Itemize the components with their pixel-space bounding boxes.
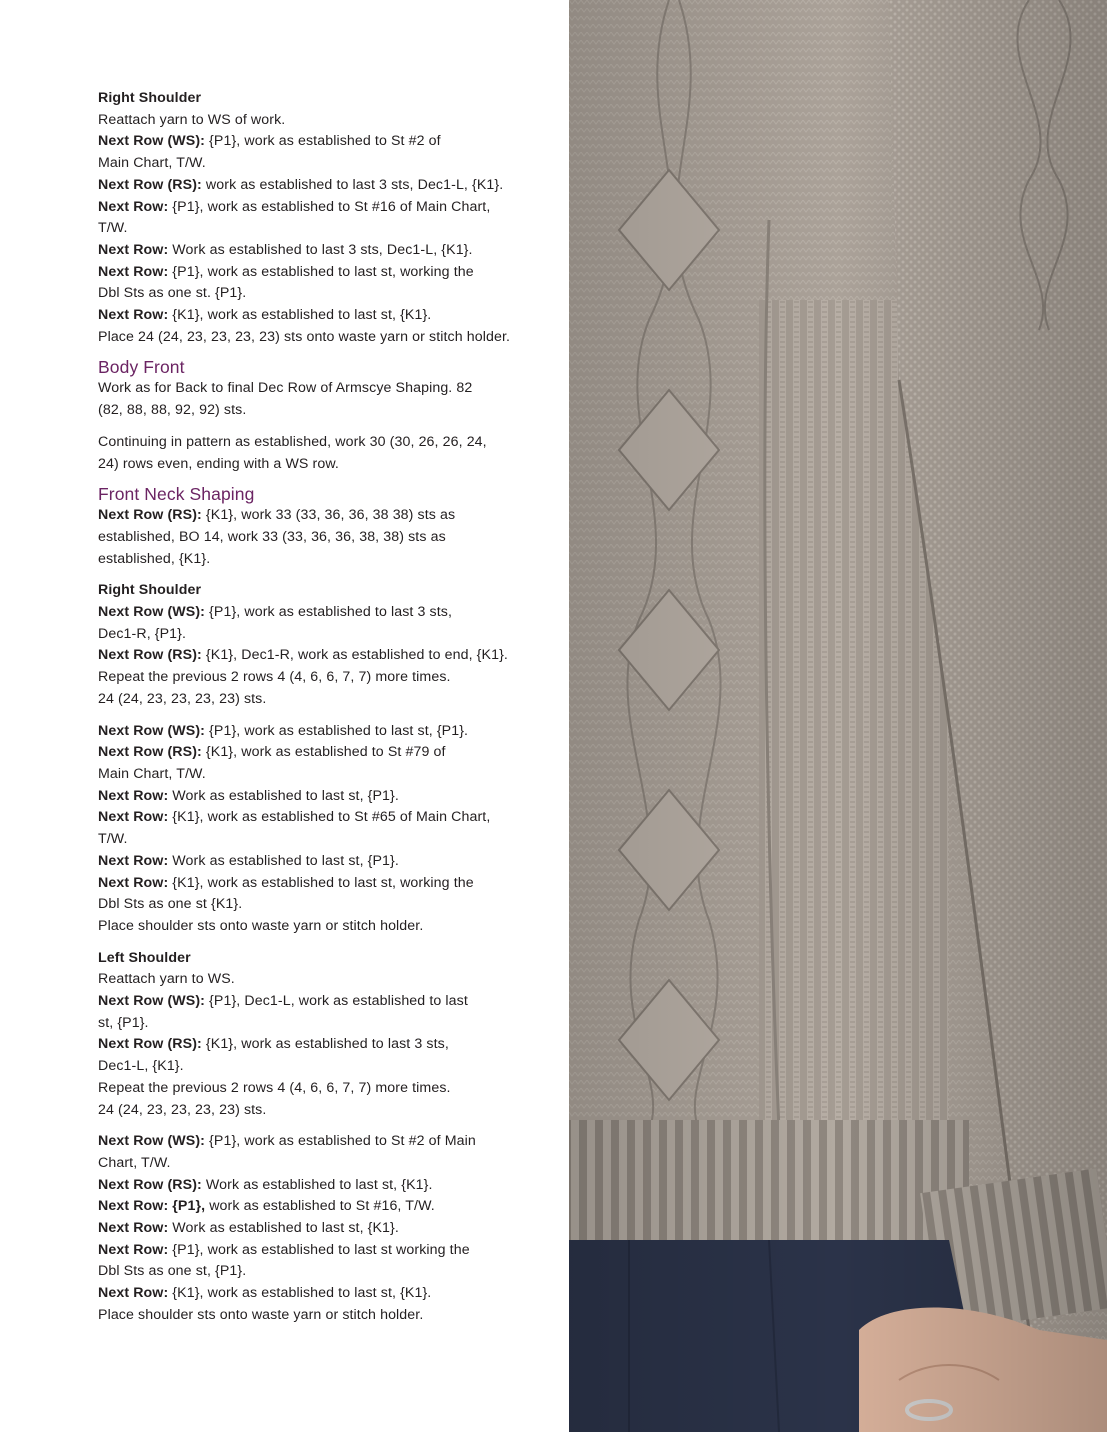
row-text: Place shoulder sts onto waste yarn or stitch holder. [98, 917, 424, 934]
row-text: {P1}, work as established to St #2 of [205, 133, 441, 150]
instruction-line [98, 240, 548, 262]
row-label: Next Row: [98, 198, 169, 215]
row-text: Work as established to last st, {P1}. [168, 852, 399, 869]
instruction-line [98, 1196, 548, 1218]
section-title: Front Neck Shaping [98, 484, 255, 505]
instruction-line [98, 327, 548, 349]
instruction-line [98, 645, 548, 667]
row-text: Reattach yarn to WS. [98, 971, 235, 988]
row-text: st, {P1}. [98, 1014, 149, 1031]
paragraph [98, 378, 548, 421]
right-shoulder-section [98, 88, 548, 348]
row-text: {P1}, Dec1-L, work as established to last [205, 993, 468, 1010]
row-text: {P1}, work as established to last st, working the [168, 263, 474, 280]
row-label: Next Row: {P1}, [98, 1198, 206, 1215]
instruction-line [98, 218, 548, 240]
row-text: Main Chart, T/W. [98, 155, 206, 172]
instruction-line [98, 916, 548, 938]
row-label: Next Row: [98, 787, 169, 804]
row-label: Next Row (RS): [98, 647, 202, 664]
paragraph [98, 432, 548, 475]
instruction-line [98, 829, 548, 851]
instruction-line [98, 1034, 548, 1056]
section-heading: Left Shoulder [98, 949, 191, 966]
section-heading: Right Shoulder [98, 582, 202, 599]
row-text: work as established to last 3 sts, Dec1-L, {K1}. [201, 176, 504, 193]
row-label: Next Row: [98, 263, 169, 280]
row-label: Next Row: [98, 1285, 169, 1302]
instruction-line [98, 1175, 548, 1197]
instruction-line [98, 505, 548, 527]
left-shoulder-section [98, 948, 548, 1327]
row-text: Dbl Sts as one st. {P1}. [98, 285, 247, 302]
row-text: established, BO 14, work 33 (33, 36, 36, 38, 38) sts as [98, 528, 446, 545]
row-text: {K1}, work as established to last st, {K1}. [168, 1285, 432, 1302]
row-text: Work as established to last st, {K1}. [168, 1220, 399, 1237]
text-line: (82, 88, 88, 92, 92) sts. [98, 402, 247, 419]
row-text: Place 24 (24, 23, 23, 23, 23) sts onto waste yarn or stitch holder. [98, 328, 511, 345]
right-shoulder-section-2 [98, 580, 548, 937]
row-text: Work as established to last st, {K1}. [201, 1176, 433, 1193]
row-text: Chart, T/W. [98, 1154, 171, 1171]
text-line: Continuing in pattern as established, work 30 (30, 26, 26, 24, [98, 433, 487, 450]
row-label: Next Row: [98, 241, 169, 258]
instruction-line [98, 764, 548, 786]
instruction-line [98, 969, 548, 991]
row-label: Next Row: [98, 1241, 169, 1258]
row-text: Dbl Sts as one st, {P1}. [98, 1263, 247, 1280]
row-label: Next Row (WS): [98, 1133, 206, 1150]
knitted-sweater-photo [569, 0, 1107, 1432]
row-text: {K1}, Dec1-R, work as established to end, {K1}. [201, 647, 508, 664]
row-label: Next Row (RS): [98, 507, 202, 524]
row-text: Main Chart, T/W. [98, 765, 206, 782]
row-label: Next Row (RS): [98, 1176, 202, 1193]
row-label: Next Row: [98, 852, 169, 869]
instruction-line [98, 1013, 548, 1035]
instruction-block [98, 1131, 548, 1326]
instruction-line [98, 807, 548, 829]
row-text: {P1}, work as established to last 3 sts, [205, 604, 453, 621]
instruction-line [98, 1305, 548, 1327]
instruction-line [98, 131, 548, 153]
instruction-line [98, 175, 548, 197]
text-line: Work as for Back to final Dec Row of Armscye Shaping. 82 [98, 380, 473, 397]
section-title: Body Front [98, 357, 185, 378]
row-text: {P1}, work as established to last st working the [168, 1241, 470, 1258]
instruction-line [98, 602, 548, 624]
row-label: Next Row (WS): [98, 722, 206, 739]
front-neck-shaping-section [98, 483, 548, 570]
instruction-line [98, 262, 548, 284]
instruction-line [98, 851, 548, 873]
row-label: Next Row: [98, 809, 169, 826]
instruction-line [98, 1056, 548, 1078]
instruction-line [98, 742, 548, 764]
row-text: {K1}, work as established to St #65 of Main Chart, [168, 809, 491, 826]
row-label: Next Row: [98, 307, 169, 324]
instruction-line [98, 1153, 548, 1175]
row-label: Next Row: [98, 1220, 169, 1237]
sweater-illustration [569, 0, 1107, 1432]
instruction-line [98, 1283, 548, 1305]
row-label: Next Row (RS): [98, 744, 202, 761]
row-text: Dec1-R, {P1}. [98, 625, 187, 642]
row-text: T/W. [98, 220, 128, 237]
row-label: Next Row (WS): [98, 133, 206, 150]
row-text: Place shoulder sts onto waste yarn or stitch holder. [98, 1306, 424, 1323]
instruction-block [98, 602, 548, 711]
row-label: Next Row (RS): [98, 176, 202, 193]
instruction-block [98, 721, 548, 938]
instruction-line [98, 549, 548, 571]
instruction-line [98, 873, 548, 895]
row-text: Dec1-L, {K1}. [98, 1058, 184, 1075]
instruction-line [98, 1078, 548, 1100]
instruction-line [98, 283, 548, 305]
instruction-line [98, 624, 548, 646]
row-label: Next Row: [98, 874, 169, 891]
row-text: Reattach yarn to WS of work. [98, 111, 286, 128]
row-text: {K1}, work as established to St #79 of [201, 744, 446, 761]
instruction-line [98, 667, 548, 689]
instruction-line [98, 527, 548, 549]
row-text: {K1}, work as established to last st, working the [168, 874, 474, 891]
row-text: {P1}, work as established to St #2 of Main [205, 1133, 476, 1150]
row-text: 24 (24, 23, 23, 23, 23) sts. [98, 690, 267, 707]
row-text: Repeat the previous 2 rows 4 (4, 6, 6, 7, 7) more times. [98, 1079, 451, 1096]
pattern-text-column [98, 88, 548, 1327]
row-text: Repeat the previous 2 rows 4 (4, 6, 6, 7, 7) more times. [98, 669, 451, 686]
instruction-block [98, 505, 548, 570]
instruction-line [98, 1240, 548, 1262]
row-text: work as established to St #16, T/W. [205, 1198, 435, 1215]
row-text: {P1}, work as established to St #16 of Main Chart, [168, 198, 491, 215]
text-line: 24) rows even, ending with a WS row. [98, 455, 339, 472]
instruction-line [98, 1261, 548, 1283]
instruction-line [98, 786, 548, 808]
instruction-block [98, 110, 548, 349]
row-text: {K1}, work as established to last 3 sts, [201, 1036, 449, 1053]
instruction-line [98, 305, 548, 327]
row-label: Next Row (WS): [98, 604, 206, 621]
row-text: Work as established to last st, {P1}. [168, 787, 399, 804]
row-text: Work as established to last 3 sts, Dec1-L, {K1}. [168, 241, 473, 258]
instruction-line [98, 1100, 548, 1122]
instruction-line [98, 197, 548, 219]
row-text: Dbl Sts as one st {K1}. [98, 896, 243, 913]
row-text: established, {K1}. [98, 550, 211, 567]
instruction-line [98, 894, 548, 916]
instruction-line [98, 1131, 548, 1153]
instruction-line [98, 689, 548, 711]
instruction-line [98, 110, 548, 132]
instruction-line [98, 153, 548, 175]
row-label: Next Row (WS): [98, 993, 206, 1010]
section-heading: Right Shoulder [98, 90, 202, 106]
row-text: 24 (24, 23, 23, 23, 23) sts. [98, 1101, 267, 1118]
row-text: {K1}, work as established to last st, {K1}. [168, 307, 432, 324]
row-text: {P1}, work as established to last st, {P1}. [205, 722, 469, 739]
instruction-line [98, 721, 548, 743]
body-front-section [98, 356, 548, 475]
row-label: Next Row (RS): [98, 1036, 202, 1053]
instruction-line [98, 1218, 548, 1240]
row-text: T/W. [98, 831, 128, 848]
instruction-line [98, 991, 548, 1013]
instruction-block [98, 969, 548, 1121]
row-text: {K1}, work 33 (33, 36, 36, 38 38) sts as [201, 507, 456, 524]
